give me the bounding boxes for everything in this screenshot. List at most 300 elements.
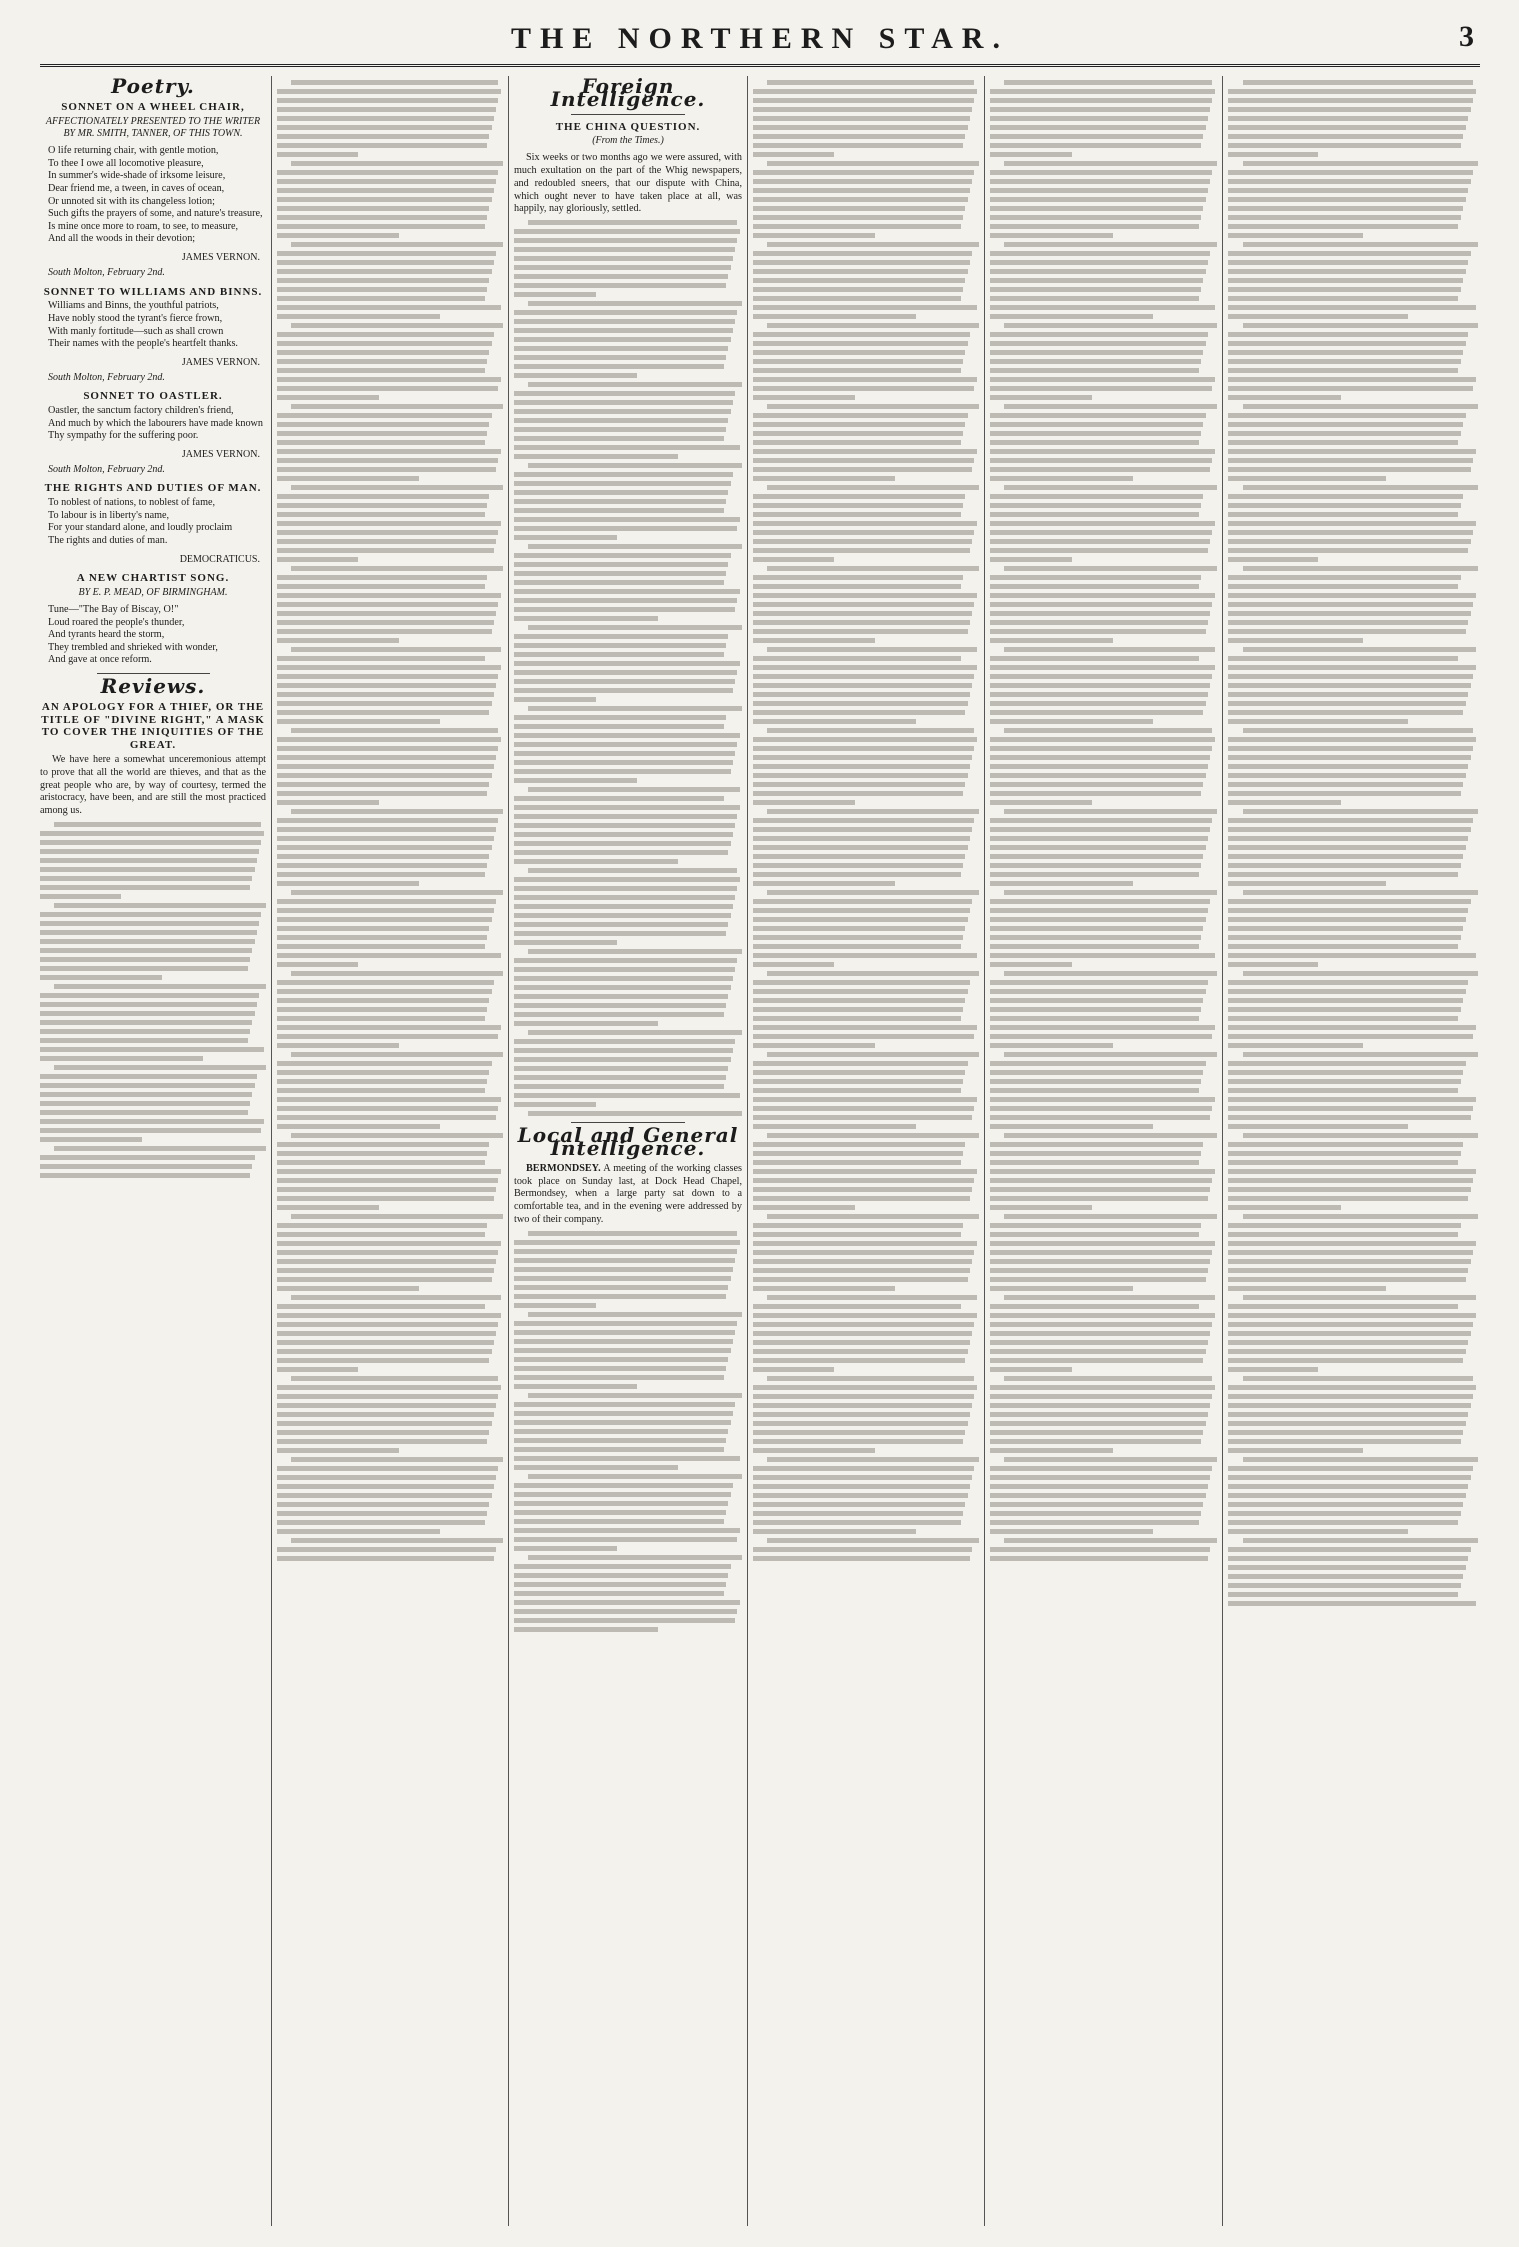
poem-verse [48,300,266,350]
text-line-texture [753,233,875,238]
text-line-texture [753,791,963,796]
text-line-texture [528,1231,738,1236]
text-line-texture [990,287,1201,292]
text-line-texture [514,1420,731,1425]
text-line-texture [277,1421,492,1426]
text-line-texture [990,665,1215,670]
text-line-texture [753,1493,968,1498]
text-line-texture [277,395,379,400]
text-line-texture [753,143,963,148]
text-line-texture [1228,359,1461,364]
text-line-texture [1228,449,1476,454]
text-line-texture [514,607,735,612]
text-line-texture [514,1591,724,1596]
text-line-texture [753,179,972,184]
text-line-texture [753,962,834,967]
text-line-texture [753,503,963,508]
text-line-texture [753,251,972,256]
text-line-texture [277,980,494,985]
text-line-texture [514,1066,728,1071]
text-line-texture [753,1241,977,1246]
text-line-texture [1228,1088,1458,1093]
text-line-texture [990,143,1201,148]
verse-line: O life returning chair, with gentle motion, [48,145,219,157]
text-line-texture [753,1160,961,1165]
text-line-texture [990,332,1208,337]
text-line-texture [1228,503,1461,508]
text-line-texture [1228,629,1466,634]
text-line-texture [990,872,1199,877]
text-line-texture [753,1205,855,1210]
text-line-texture [40,1173,250,1178]
text-line-texture [1228,1556,1468,1561]
text-line-texture [990,899,1210,904]
text-line-texture [54,822,262,827]
text-line-texture [277,1025,501,1030]
text-line-texture [277,818,498,823]
text-line-texture [514,859,678,864]
text-line-texture [1228,170,1473,175]
text-line-texture [291,242,503,247]
text-line-texture [753,1358,965,1363]
text-line-texture [277,557,358,562]
text-line-texture [1228,1124,1408,1129]
verse-line: In summer's wide-shade of irksome leisure, [48,170,226,182]
text-line-texture [40,1047,264,1052]
text-line-texture [753,1088,961,1093]
text-line-texture [767,1457,979,1462]
text-line-texture [277,206,489,211]
text-line-texture [753,575,963,580]
text-line-texture [40,1092,252,1097]
text-line-texture [514,274,728,279]
text-line-texture [1228,557,1318,562]
text-line-texture [990,521,1215,526]
text-line-texture [753,1178,974,1183]
body-text-block [1228,80,1478,1606]
text-line-texture [528,949,742,954]
text-line-texture [990,755,1210,760]
text-line-texture [990,584,1199,589]
text-line-texture [1228,845,1466,850]
text-line-texture [277,908,494,913]
text-line-texture [277,1475,496,1480]
text-line-texture [753,116,970,121]
text-line-texture [277,917,492,922]
text-line-texture [990,1178,1212,1183]
text-line-texture [40,849,259,854]
text-line-texture [753,224,961,229]
text-line-texture [753,314,916,319]
text-line-texture [753,1250,974,1255]
text-line-texture [753,1169,977,1174]
text-line-texture [753,332,970,337]
text-line-texture [1228,269,1466,274]
text-line-texture [990,1124,1153,1129]
text-line-texture [514,562,728,567]
text-line-texture [753,881,895,886]
column-1 [40,76,266,2226]
text-line-texture [277,1061,492,1066]
text-line-texture [753,1286,895,1291]
text-line-texture [514,967,735,972]
text-line-texture [40,885,250,890]
text-line-texture [1228,440,1458,445]
text-line-texture [277,755,496,760]
text-line-texture [1228,962,1318,967]
text-line-texture [277,1250,498,1255]
text-line-texture [277,764,494,769]
text-line-texture [528,382,742,387]
text-line-texture [753,683,972,688]
text-line-texture [514,832,733,837]
text-line-texture [753,1403,972,1408]
text-line-texture [514,1483,733,1488]
text-line-texture [990,449,1215,454]
text-line-texture [1228,1070,1463,1075]
text-line-texture [1228,926,1463,931]
text-line-texture [753,701,968,706]
text-line-texture [1228,1475,1471,1480]
text-line-texture [990,1232,1199,1237]
text-line-texture [990,1367,1072,1372]
text-line-texture [1243,1538,1478,1543]
text-line-texture [277,458,498,463]
text-line-texture [1228,575,1461,580]
text-line-texture [1004,890,1217,895]
text-line-texture [753,1529,916,1534]
text-line-texture [1228,512,1458,517]
text-line-texture [277,521,501,526]
text-line-texture [753,1115,972,1120]
text-line-texture [277,1529,440,1534]
text-line-texture [514,1075,726,1080]
text-line-texture [291,1538,503,1543]
text-line-texture [990,1025,1215,1030]
text-line-texture [514,841,731,846]
text-line-texture [277,719,440,724]
text-line-texture [990,593,1215,598]
text-line-texture [1228,980,1468,985]
text-line-texture [1228,1061,1466,1066]
text-line-texture [753,377,977,382]
poem-verse [48,604,266,667]
text-line-texture [277,584,485,589]
text-line-texture [753,368,961,373]
text-line-texture [1004,485,1217,490]
text-line-texture [990,206,1203,211]
text-line-texture [753,746,974,751]
text-line-texture [753,170,974,175]
text-line-texture [990,998,1203,1003]
text-line-texture [990,1340,1208,1345]
text-line-texture [1228,188,1468,193]
text-line-texture [990,1511,1201,1516]
text-line-texture [277,107,496,112]
text-line-texture [277,1034,498,1039]
text-line-texture [753,1151,963,1156]
text-line-texture [514,1492,731,1497]
text-line-texture [753,152,834,157]
text-line-texture [753,944,961,949]
text-line-texture [1243,647,1476,652]
text-line-texture [514,1057,731,1062]
text-line-texture [753,1466,974,1471]
text-line-texture [40,867,255,872]
text-line-texture [1228,1043,1363,1048]
verse-line: Such gifts the prayers of some, and nature's treasure, [48,208,263,220]
text-line-texture [1228,872,1458,877]
text-line-texture [990,1097,1215,1102]
poetry-heading: Poetry. [111,76,195,98]
text-line-texture [277,125,492,130]
text-line-texture [514,1456,740,1461]
text-line-texture [1228,1007,1461,1012]
text-line-texture [1228,800,1341,805]
text-line-texture [990,944,1199,949]
text-line-texture [514,1528,740,1533]
text-line-texture [277,962,358,967]
text-line-texture [277,1520,485,1525]
text-line-texture [753,1061,968,1066]
text-line-texture [990,935,1201,940]
text-line-texture [990,1529,1153,1534]
verse-line: Tune—"The Bay of Biscay, O!" [48,604,179,616]
text-line-texture [753,1043,875,1048]
text-line-texture [277,746,498,751]
text-line-texture [514,535,617,540]
text-line-texture [767,1214,979,1219]
text-line-texture [990,1061,1206,1066]
text-line-texture [753,197,968,202]
text-line-texture [990,1466,1212,1471]
text-line-texture [277,1484,494,1489]
text-line-texture [767,161,979,166]
text-line-texture [767,1133,979,1138]
text-line-texture [514,1465,678,1470]
text-line-texture [1228,530,1473,535]
text-line-texture [277,1385,501,1390]
text-line-texture [753,935,963,940]
text-line-texture [277,377,501,382]
text-line-texture [990,350,1203,355]
text-line-texture [990,1547,1210,1552]
text-line-texture [277,1088,485,1093]
text-line-texture [990,179,1210,184]
body-text-block [990,80,1217,1561]
text-line-texture [40,993,259,998]
text-line-texture [990,125,1206,130]
text-line-texture [277,260,494,265]
text-line-texture [514,1039,735,1044]
text-line-texture [990,1223,1201,1228]
text-line-texture [753,494,965,499]
text-line-texture [514,769,731,774]
text-line-texture [291,1214,503,1219]
text-line-texture [1228,143,1461,148]
text-line-texture [1228,1412,1468,1417]
text-line-texture [514,670,737,675]
text-line-texture [990,278,1203,283]
text-line-texture [1228,1079,1461,1084]
text-line-texture [990,1187,1210,1192]
text-line-texture [753,476,895,481]
text-line-texture [990,1439,1201,1444]
text-line-texture [277,449,501,454]
text-line-texture [990,917,1206,922]
text-line-texture [1228,989,1466,994]
text-line-texture [277,1142,489,1147]
text-line-texture [1243,80,1473,85]
text-line-texture [753,1034,974,1039]
column-rule [271,76,272,2226]
text-line-texture [990,305,1215,310]
article-head: BERMONDSEY. [526,1162,601,1174]
text-line-texture [291,1052,503,1057]
text-line-texture [514,337,731,342]
text-line-texture [277,629,492,634]
text-line-texture [753,602,974,607]
text-line-texture [514,1600,740,1605]
text-line-texture [1243,485,1478,490]
text-line-texture [40,975,162,980]
text-line-texture [40,930,257,935]
text-line-texture [277,1106,498,1111]
text-line-texture [990,1394,1212,1399]
body-text-block [277,80,503,1561]
text-line-texture [1228,1205,1341,1210]
text-line-texture [514,850,728,855]
text-line-texture [753,1511,963,1516]
text-line-texture [40,948,252,953]
text-line-texture [277,530,498,535]
text-line-texture [514,742,737,747]
text-line-texture [1228,593,1476,598]
text-line-texture [514,994,728,999]
verse-line: With manly fortitude—such as shall crown [48,325,224,337]
reviews-heading: Reviews. [100,674,206,698]
text-line-texture [528,1474,742,1479]
text-line-texture [277,233,399,238]
text-line-texture [277,1205,379,1210]
text-line-texture [990,746,1212,751]
text-line-texture [277,845,492,850]
text-line-texture [1228,233,1363,238]
text-line-texture [277,1169,501,1174]
text-line-texture [528,1111,742,1116]
text-line-texture [753,1124,916,1129]
text-line-texture [1243,1133,1478,1138]
text-line-texture [753,422,965,427]
text-line-texture [990,503,1201,508]
text-line-texture [753,431,963,436]
text-line-texture [753,854,965,859]
text-line-texture [990,296,1199,301]
text-line-texture [753,467,972,472]
text-line-texture [1228,467,1471,472]
text-line-texture [514,1102,596,1107]
text-line-texture [990,467,1210,472]
poem-dateline: South Molton, February 2nd. [48,371,165,383]
text-line-texture [277,710,489,715]
text-line-texture [990,188,1208,193]
text-line-texture [1228,1331,1471,1336]
text-line-texture [990,377,1215,382]
text-line-texture [1228,377,1476,382]
text-line-texture [753,1340,970,1345]
text-line-texture [753,260,970,265]
text-line-texture [40,1119,264,1124]
text-line-texture [1004,1538,1217,1543]
text-line-texture [990,197,1206,202]
text-line-texture [277,1367,358,1372]
text-line-texture [990,575,1201,580]
text-line-texture [528,1030,742,1035]
text-line-texture [277,152,358,157]
text-line-texture [514,1447,724,1452]
text-line-texture [40,1002,257,1007]
text-line-texture [514,1330,735,1335]
text-line-texture [990,701,1206,706]
text-line-texture [514,409,731,414]
text-line-texture [990,656,1199,661]
text-line-texture [40,1020,252,1025]
text-line-texture [753,215,963,220]
column-rule [984,76,985,2226]
poem-title: A NEW CHARTIST SONG. [76,572,230,585]
text-line-texture [753,269,968,274]
text-line-texture [514,805,740,810]
text-line-texture [753,656,961,661]
text-line-texture [1228,854,1463,859]
text-line-texture [1228,1421,1466,1426]
text-line-texture [514,688,733,693]
text-line-texture [40,831,264,836]
text-line-texture [514,1618,735,1623]
text-line-texture [514,1240,740,1245]
text-line-texture [514,508,724,513]
text-line-texture [990,953,1215,958]
text-line-texture [990,539,1210,544]
column-6 [1228,76,1478,2226]
text-line-texture [1243,1295,1476,1300]
text-line-texture [990,1079,1201,1084]
masthead-bar [40,18,1480,67]
text-line-texture [753,1223,963,1228]
text-line-texture [990,1331,1210,1336]
text-line-texture [753,845,968,850]
text-line-texture [1228,584,1458,589]
text-line-texture [40,1110,248,1115]
text-line-texture [753,998,965,1003]
text-line-texture [990,1007,1201,1012]
text-line-texture [1228,305,1476,310]
text-line-texture [277,944,485,949]
text-line-texture [291,809,503,814]
text-line-texture [1228,1484,1468,1489]
text-line-texture [753,413,968,418]
text-line-texture [514,427,726,432]
text-line-texture [767,890,979,895]
text-line-texture [528,463,742,468]
article-subtitle: (From the Times.) [592,135,664,147]
text-line-texture [753,638,875,643]
text-line-texture [514,796,724,801]
text-line-texture [753,341,968,346]
text-line-texture [1228,125,1466,130]
text-line-texture [1228,836,1468,841]
text-line-texture [1228,1286,1386,1291]
